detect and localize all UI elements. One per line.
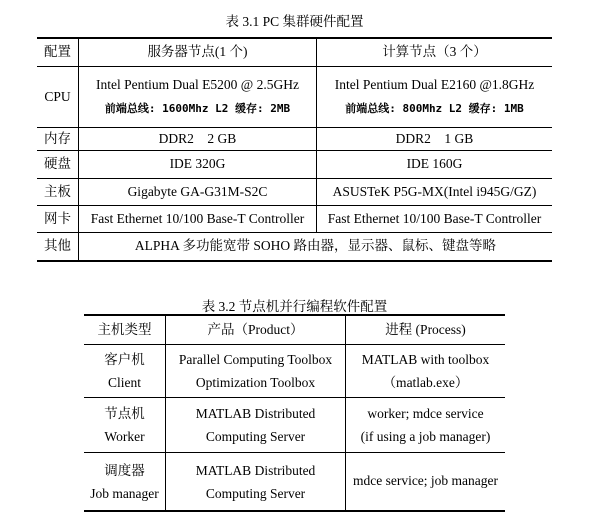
t1-cell-nic-compute: Fast Ethernet 10/100 Base-T Controller: [316, 206, 552, 233]
t2-header-product: 产品（Product）: [165, 316, 345, 345]
t1-header-compute-node: 计算节点（3 个）: [316, 39, 552, 67]
t1-cell-cpu-server: [78, 67, 316, 128]
t1-header-config: 配置: [37, 39, 78, 67]
table-3-1: [37, 37, 552, 262]
table-3-1-caption: 表 3.1 PC 集群硬件配置: [225, 14, 364, 29]
t2-header-host-type: 主机类型: [84, 316, 165, 345]
t1-row-label-other: 其他: [44, 238, 71, 254]
process-client-line1: MATLAB with toolbox: [361, 352, 490, 367]
t1-row-label-nic: 网卡: [37, 206, 78, 233]
product-worker-line1: MATLAB Distributed: [195, 406, 316, 421]
t1-cell-other-merged: ALPHA 多功能宽带 SOHO 路由器，显示器、鼠标、键盘等略: [78, 233, 552, 260]
t1-row-label-motherboard: 主板: [37, 179, 78, 206]
t1-cell-disk-compute: IDE 160G: [316, 151, 552, 179]
host-worker-en: Worker: [104, 429, 145, 444]
t1-cell-motherboard-compute: ASUSTeK P5G-MX(Intel i945G/GZ): [316, 179, 552, 206]
t2-cell-product-client: [165, 345, 345, 398]
t1-cell-cpu-compute: [316, 67, 552, 128]
product-jobmanager-line2: Computing Server: [205, 485, 306, 501]
cpu-server-model: Intel Pentium Dual E5200 @ 2.5GHz: [96, 77, 299, 92]
t1-row-label-memory: 内存: [37, 128, 78, 151]
t2-cell-host-jobmanager: [84, 453, 165, 510]
t2-cell-process-client: [345, 345, 505, 398]
t1-header-server-node: 服务器节点(1 个): [78, 39, 316, 67]
t2-cell-process-worker: [345, 398, 505, 453]
t1-cell-memory-server: DDR2 2 GB: [78, 128, 316, 151]
table-3-2: [84, 314, 505, 512]
host-client-en: Client: [108, 375, 141, 390]
table-3-2-caption: 表 3.2 节点机并行编程软件配置: [201, 299, 388, 314]
t1-cell-disk-server: IDE 320G: [78, 151, 316, 179]
host-jobmanager-cn: 调度器: [104, 462, 145, 478]
t2-cell-host-worker: [84, 398, 165, 453]
t2-cell-product-jobmanager: [165, 453, 345, 510]
cpu-compute-model: Intel Pentium Dual E2160 @1.8GHz: [334, 77, 535, 92]
t1-cell-memory-compute: DDR2 1 GB: [316, 128, 552, 151]
t2-cell-process-jobmanager: mdce service; job manager: [345, 453, 505, 510]
host-client-cn: 客户机: [104, 352, 145, 367]
product-jobmanager-line1: MATLAB Distributed: [195, 462, 316, 478]
process-worker-line2: (if using a job manager): [360, 429, 491, 444]
t1-row-label-disk: 硬盘: [37, 151, 78, 179]
process-worker-line1: worker; mdce service: [367, 406, 484, 421]
product-client-line2: Optimization Toolbox: [195, 375, 316, 390]
t1-cell-motherboard-server: Gigabyte GA-G31M-S2C: [78, 179, 316, 206]
product-client-line1: Parallel Computing Toolbox: [178, 352, 333, 367]
product-worker-line2: Computing Server: [205, 429, 306, 444]
cpu-server-bus-cache: 前端总线: 1600Mhz L2 缓存: 2MB: [104, 102, 291, 115]
process-client-line2: （matlab.exe）: [382, 375, 469, 390]
t2-cell-product-worker: [165, 398, 345, 453]
cpu-compute-bus-cache: 前端总线: 800Mhz L2 缓存: 1MB: [345, 102, 524, 115]
t2-header-process: 进程 (Process): [345, 316, 505, 345]
t1-cell-nic-server: Fast Ethernet 10/100 Base-T Controller: [78, 206, 316, 233]
t2-cell-host-client: [84, 345, 165, 398]
host-worker-cn: 节点机: [104, 406, 145, 421]
t1-row-label-cpu: CPU: [37, 67, 78, 128]
host-jobmanager-en: Job manager: [90, 485, 159, 501]
